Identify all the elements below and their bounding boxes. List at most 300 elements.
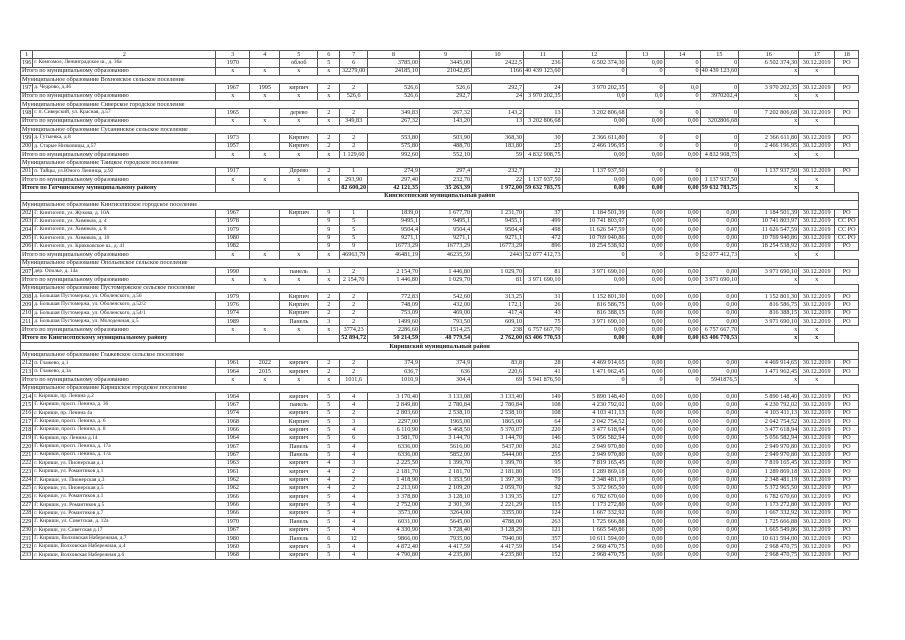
value-cell: 0,00 [700,551,739,559]
row-number: 226 [22,492,32,500]
section-title: Муниципальное образование Опольевское сельское поселение [21,259,859,267]
value-cell: 553,80 [368,134,420,142]
address-cell: г. п. Сиверский, ул. Красная, д.57 [33,109,216,117]
table-row [21,409,859,417]
value-cell: 7 202 806,68 [739,109,799,117]
value-cell: 0,00 [700,217,739,225]
column-number: 15 [700,51,739,59]
total-cell: x [739,276,799,284]
value-cell: 30.12.2019 [799,418,835,426]
row-number: 216 [22,409,32,417]
address-cell: Г. Кингисепп, ул. Химиков, д. 8 [33,226,216,234]
value-cell: 1974 [216,409,250,417]
total-cell: 35 263,39 [420,184,472,192]
column-number: 18 [835,51,859,59]
value-cell: 143,2 [472,109,524,117]
total-cell: 232,70 [420,176,472,184]
value-cell: 2 [318,368,340,376]
total-cell: 3 970 202,35 [524,92,563,100]
value-cell [250,418,280,426]
total-cell: 3774,23 [340,326,368,334]
value-cell: 1 231,70 [472,209,524,217]
row-number: 200 [22,142,32,150]
value-cell: 1 184 501,39 [739,209,799,217]
value-cell: 2 [340,468,368,476]
total-cell: x [216,117,250,125]
value-cell: 4 417,59 [472,543,524,551]
value-cell: 472 [524,234,563,242]
total-cell: 238 [472,326,524,334]
value-cell: 30.12.2019 [799,484,835,492]
total-cell: 0 [664,376,700,384]
value-cell: 0,00 [626,217,664,225]
value-cell: 3 [318,318,340,326]
total-cell: x [280,92,318,100]
value-cell: 172,1 [472,301,524,309]
value-cell: 1989 [216,318,250,326]
value-cell: 4 [340,543,368,551]
value-cell: PO [835,109,859,117]
total-cell: x [739,92,799,100]
total-cell: x [318,67,340,75]
value-cell: 0 [626,109,664,117]
total-cell: 32279,00 [340,67,368,75]
address-cell: г. Кириши, Волховская Набережная д.6 [33,551,216,559]
value-cell: 0 [664,59,700,67]
value-cell: PO [835,509,859,517]
value-cell: 1 665 549,86 [739,526,799,534]
value-cell: 2022 [250,359,280,367]
total-cell: x [739,184,799,192]
value-cell: 6 502 374,30 [739,59,799,67]
row-number: 213 [22,367,32,375]
section-header-row [21,126,859,134]
value-cell: PO [835,318,859,326]
value-cell: 1964 [216,393,250,401]
section-title: Муниципальное образование Киришское городское поселение [21,384,859,392]
value-cell: 0,00 [664,209,700,217]
table-row [21,359,859,367]
total-cell: 0,00 [562,334,626,342]
value-cell: 3 133,40 [472,393,524,401]
value-cell: 41 [524,368,563,376]
value-cell: 2 [318,301,340,309]
value-cell: 30 [524,134,563,142]
value-cell: 0,00 [700,518,739,526]
total-cell: 2443 [472,251,524,259]
district-total-row [21,184,859,192]
value-cell: 2 348 481,19 [562,476,626,484]
value-cell: Кирпич [280,418,318,426]
value-cell: 4 [318,459,340,467]
value-cell: 2 [318,167,340,175]
value-cell: 0,00 [700,501,739,509]
value-cell: 0,00 [626,434,664,442]
value-cell [250,217,280,225]
section-header-row [21,159,859,167]
value-cell: 6336,00 [368,451,420,459]
value-cell: 2 366 611,80 [562,134,626,142]
value-cell: PO [835,242,859,250]
row-number: 210 [22,309,32,317]
value-cell: 1 471 962,45 [739,368,799,376]
value-cell: 0,00 [700,234,739,242]
total-cell: 40 439 123,60 [525,67,561,75]
address-cell: Г. Кириши, ул. Пионерская д.3 [33,476,216,484]
address-cell: д. Большая Пустомержа, ул. Оболенского, д.52/2 [33,301,216,309]
value-cell [280,242,318,250]
total-cell: 0 [562,376,626,384]
total-cell: x [799,326,835,334]
value-cell: 3 139,35 [472,493,524,501]
total-cell: x [799,184,835,192]
section-header-row [21,76,859,84]
address-cell: г. Кириши, ул. Романтиков д.7 [33,509,216,517]
total-cell: 0,00 [664,176,700,184]
value-cell: 2 849,80 [368,401,420,409]
value-cell [250,551,280,559]
value-cell: 0,00 [700,426,739,434]
value-cell: 5 372 965,50 [739,484,799,492]
value-cell: 9271,1 [420,234,472,242]
value-cell: 0,00 [700,459,739,467]
value-cell: PO [835,167,859,175]
address-cell: п. Глажево, д.1 [33,359,216,367]
value-cell: 5 [318,409,340,417]
column-number: 10 [472,51,524,59]
value-cell: 236 [524,59,563,67]
value-cell: 30.12.2019 [799,551,835,559]
total-cell: 0,0 [626,92,664,100]
value-cell: 108 [524,401,563,409]
value-cell: 255 [524,451,563,459]
total-cell: 0,00 [664,151,700,159]
value-cell: 0,00 [664,526,700,534]
value-cell: 30.12.2019 [799,401,835,409]
value-cell: 1961 [216,468,250,476]
value-cell: 526,6 [368,84,420,92]
value-cell: 220 [524,426,563,434]
total-cell: x [318,276,340,284]
total-label: Итого по муниципальному образованию [21,176,216,184]
total-label: Итого по муниципальному образованию [21,276,216,284]
value-cell: 30.12.2019 [799,109,835,117]
column-number: 3 [216,51,250,59]
total-cell: 59 [472,151,524,159]
value-cell: 9504,4 [420,226,472,234]
total-cell [318,184,340,192]
value-cell [250,309,280,317]
value-cell: 2 109,20 [420,484,472,492]
total-cell: 5941876,5 [700,376,739,384]
value-cell: PO [835,434,859,442]
value-cell: 6 110,90 [368,426,420,434]
value-cell: 5 [318,401,340,409]
row-number: 232 [22,542,32,550]
value-cell: 1 152 801,30 [562,292,626,300]
total-cell: 0 [562,67,626,75]
value-cell [250,209,280,217]
row-number: 206 [22,242,32,250]
value-cell: PO [835,418,859,426]
value-cell: панель [280,267,318,275]
value-cell: 1 667 332,92 [739,509,799,517]
table-row [21,501,859,509]
value-cell: кирпич [280,551,318,559]
value-cell: 0,00 [664,493,700,501]
value-cell: 0,00 [664,309,700,317]
value-cell: 127 [524,493,563,501]
total-cell: x [250,376,280,384]
value-cell: PO [835,142,859,150]
table-row [21,109,859,117]
table-row [21,209,859,217]
value-cell: 0,00 [626,493,664,501]
address-cell: п. Глажево, д.1а [33,368,216,376]
value-cell: 4 103 411,13 [739,409,799,417]
value-cell: 1 446,80 [420,267,472,275]
value-cell: кирпич [280,484,318,492]
value-cell: 2 [340,292,368,300]
value-cell: 30.12.2019 [799,468,835,476]
address-cell: Г. Кириши, Волховская Набережная, д.7 [33,534,216,542]
value-cell: 5 [318,434,340,442]
value-cell: 30.12.2019 [799,451,835,459]
value-cell: 3 128,29 [472,526,524,534]
value-cell: 503,90 [420,134,472,142]
section-title: Муниципальное образование Таицкое городское поселение [21,159,859,167]
row-number: 233 [22,551,32,559]
value-cell: 30.12.2019 [799,409,835,417]
total-cell: 3970202,4 [700,92,739,100]
address-cell: Г. Кингисепп, ул. Жукова, д. 10А [33,209,216,217]
value-cell: 2 366 611,80 [739,134,799,142]
value-cell: 0 [626,142,664,150]
value-cell: PO [835,401,859,409]
total-cell: x [280,117,318,125]
value-cell: 30.12.2019 [799,226,835,234]
value-cell: 2 [340,134,368,142]
value-cell: 5616,00 [420,443,472,451]
value-cell: 3 378,80 [368,493,420,501]
value-cell: 5 [318,509,340,517]
value-cell: 0 [664,109,700,117]
row-number: 201 [22,167,32,175]
value-cell: Кирпич [280,309,318,317]
value-cell: 0,00 [700,242,739,250]
value-cell: 0,00 [626,267,664,275]
row-number: 212 [22,359,32,367]
value-cell: 16773,29 [420,242,472,250]
value-cell: 4 [340,526,368,534]
value-cell [250,476,280,484]
row-number: 196 [22,58,32,66]
address-cell: Г. Кириши, просп. Ленина, д. 17а [33,443,216,451]
total-cell: 0 [664,251,700,259]
value-cell: 1 289 869,18 [739,468,799,476]
value-cell: 0,00 [626,242,664,250]
value-cell: 2 301,39 [420,501,472,509]
row-number: 220 [22,442,32,450]
value-cell: 37 [524,209,563,217]
value-cell: 11 626 547,59 [562,226,626,234]
total-cell: 4 832 908,75 [700,151,739,159]
table-row [21,426,859,434]
value-cell: 0 [700,84,739,92]
value-cell: 1 725 666,88 [562,518,626,526]
value-cell: 2 [340,476,368,484]
value-cell: 0,00 [626,409,664,417]
value-cell: 9504,4 [472,226,524,234]
value-cell: CC PO [835,234,859,242]
value-cell: 1967 [216,84,250,92]
total-cell: 0,00 [626,326,664,334]
address-cell: г. Кириши, ул. Романтиков д.1 [33,468,216,476]
value-cell: 9 [318,209,340,217]
value-cell: 5 056 582,94 [562,434,626,442]
value-cell: Кирпич [280,142,318,150]
value-cell: 0,00 [700,484,739,492]
value-cell: 0,00 [700,434,739,442]
value-cell: 4 [340,518,368,526]
subtotal-row [21,67,859,75]
value-cell: 0,00 [664,468,700,476]
value-cell: кирпич [280,84,318,92]
district-header-row [21,343,859,351]
value-cell: 1960 [216,543,250,551]
total-cell: 40 439 123,60 [701,67,738,75]
value-cell: 793,50 [420,318,472,326]
address-cell: г. Кириши, ул. Романтиков д.1 [33,493,216,501]
column-number: 17 [799,51,835,59]
table-row [21,134,859,142]
value-cell: 2 181,70 [420,468,472,476]
value-cell: PO [835,59,859,67]
value-cell: 4 [340,393,368,401]
value-cell [250,167,280,175]
value-cell: 1 289 869,18 [562,468,626,476]
value-cell: 0,00 [664,459,700,467]
value-cell: 499 [524,217,563,225]
value-cell: 2 949 970,80 [562,451,626,459]
value-cell: 0,00 [626,534,664,542]
value-cell: 1976 [216,301,250,309]
value-cell: облоб [280,59,318,67]
value-cell: 30.12.2019 [799,393,835,401]
value-cell: 6031,00 [368,518,420,526]
value-cell: кирпич [280,393,318,401]
table-row [21,526,859,534]
value-cell: 0,00 [626,551,664,559]
address-cell: дер. Ополье, д. 14а [33,267,216,275]
value-cell: 81 [524,267,563,275]
value-cell: 2 [318,309,340,317]
value-cell: 6 782 670,60 [562,493,626,501]
value-cell: 267,32 [420,109,472,117]
value-cell: PO [835,543,859,551]
column-number: 1 [21,51,33,59]
value-cell: кирпич [280,368,318,376]
row-number: 202 [22,209,32,217]
table-row [21,217,859,225]
row-number: 215 [22,401,32,408]
value-cell: 30.12.2019 [799,543,835,551]
row-number: 222 [22,459,32,467]
total-label: Итого по муниципальному образованию [21,326,216,334]
total-cell: 0,00 [562,117,626,125]
value-cell [250,142,280,150]
address-cell: Г. Кириши, ул. Романтиков д.5 [33,501,216,509]
value-cell: 1917 [216,167,250,175]
value-cell: Панель [280,518,318,526]
row-number: 199 [22,134,32,141]
value-cell: 30.12.2019 [799,459,835,467]
value-cell: 2 [340,267,368,275]
value-cell: PO [835,551,859,559]
value-cell: 4 [340,509,368,517]
value-cell: панель [280,401,318,409]
value-cell: Панель [280,534,318,542]
total-cell [280,184,318,192]
total-cell: 22 [472,176,524,184]
value-cell: 469,00 [420,309,472,317]
total-cell: x [250,151,280,159]
value-cell: 1967 [216,209,250,217]
column-number-row [21,51,859,59]
value-cell: 0,00 [626,234,664,242]
total-cell: x [318,117,340,125]
value-cell: 374,9 [420,359,472,367]
value-cell: кирпич [280,434,318,442]
value-cell: 0,00 [626,443,664,451]
value-cell: 262 [524,443,563,451]
total-cell: 1 137 937,50 [700,176,739,184]
value-cell: 0,00 [626,543,664,551]
value-cell: 816 388,15 [562,309,626,317]
value-cell: 0,00 [664,393,700,401]
value-cell: 4 [340,551,368,559]
value-cell: 30.12.2019 [799,443,835,451]
value-cell: 0,00 [664,318,700,326]
value-cell: PO [835,501,859,509]
value-cell: 0 [664,134,700,142]
value-cell: 6336,00 [368,443,420,451]
value-cell: кирпич [280,476,318,484]
value-cell: 4 [340,426,368,434]
value-cell: 0,00 [700,451,739,459]
total-cell [250,334,280,342]
value-cell: 10 741 803,97 [562,217,626,225]
subtotal-row [21,276,859,284]
table-row [21,459,859,467]
value-cell: 0,00 [626,368,664,376]
value-cell: 1963 [216,459,250,467]
value-cell: 816 388,15 [739,309,799,317]
total-cell: 143,20 [420,117,472,125]
total-cell: 1 129,60 [340,151,368,159]
section-title: Муниципальное образование Глажевское сельское поселение [21,351,859,359]
value-cell: 2 968 470,75 [739,551,799,559]
address-cell: Г. Кингисепп, ул. Крикковское ш., д. 41 [33,242,216,250]
address-cell: д. Чедрово, д.46 [33,84,216,92]
table-row [21,84,859,92]
total-cell: x [739,176,799,184]
value-cell: 5 372 965,50 [562,484,626,492]
value-cell: 0,00 [664,234,700,242]
value-cell: 1 137 937,50 [562,167,626,175]
value-cell: 30.12.2019 [799,134,835,142]
value-cell: 0,00 [664,434,700,442]
